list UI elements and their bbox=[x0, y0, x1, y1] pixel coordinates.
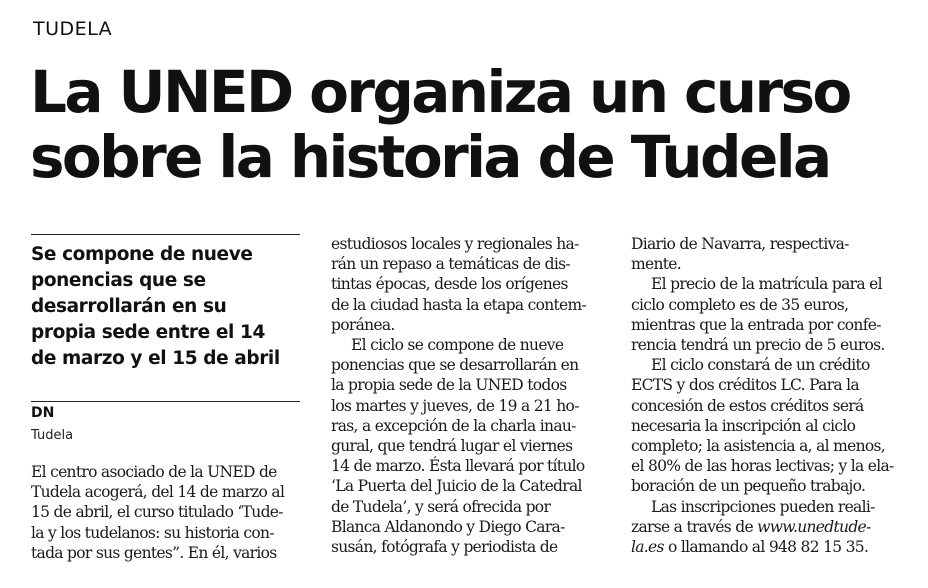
text-line: ras, a excepción de la charla inau- bbox=[331, 416, 576, 435]
website-link-part2: la.es bbox=[631, 538, 664, 557]
text-line: mente. bbox=[631, 255, 681, 274]
text-line: Blanca Aldanondo y Diego Cara- bbox=[331, 517, 565, 536]
text-line: El precio de la matrícula para el bbox=[651, 275, 882, 294]
text-line: Diario de Navarra, respectiva- bbox=[631, 235, 849, 253]
dateline-place: Tudela bbox=[31, 428, 74, 443]
subhead-line: de marzo y el 15 de abril bbox=[31, 348, 280, 369]
text-line: la y los tudelanos: su historia con- bbox=[31, 523, 274, 542]
text-line: rencia tendrá un precio de 5 euros. bbox=[631, 336, 885, 355]
text-line: ‘La Puerta del Juicio de la Catedral bbox=[331, 477, 582, 496]
text-line: los martes y jueves, de 19 a 21 ho- bbox=[331, 396, 579, 415]
headline-line: sobre la historia de Tudela bbox=[30, 123, 830, 191]
article-column-2 bbox=[331, 234, 606, 557]
text-line: concesión de estos créditos será bbox=[631, 396, 864, 415]
text-line: estudiosos locales y regionales ha- bbox=[331, 235, 579, 253]
text-line: gural, que tendrá lugar el viernes bbox=[331, 437, 573, 456]
text-line: la propia sede de la UNED todos bbox=[331, 376, 567, 395]
text-line: 14 de marzo. Ésta llevará por título bbox=[331, 457, 585, 476]
subhead-top-rule bbox=[31, 234, 300, 235]
subheadline bbox=[31, 242, 303, 372]
article-column-3 bbox=[631, 234, 906, 557]
text-fragment: zarse a través de bbox=[631, 517, 758, 536]
article-column-1 bbox=[31, 462, 303, 563]
website-link-part1: www.unedtude- bbox=[757, 517, 871, 536]
text-line bbox=[631, 517, 906, 537]
headline bbox=[30, 60, 910, 190]
text-line: El ciclo constará de un crédito bbox=[651, 356, 870, 375]
text-line: Tudela acogerá, del 14 de marzo al bbox=[31, 483, 285, 502]
subhead-line: desarrollarán en su bbox=[31, 296, 227, 317]
byline-rule bbox=[31, 401, 300, 402]
text-line: necesaria la inscripción al ciclo bbox=[631, 416, 856, 435]
text-line: tada por sus gentes”. En él, varios bbox=[31, 543, 277, 562]
text-line: ponencias que se desarrollarán en bbox=[331, 356, 579, 375]
headline-line: La UNED organiza un curso bbox=[30, 58, 850, 126]
text-line: 15 de abril, el curso titulado ‘Tude- bbox=[31, 503, 283, 522]
text-line: ciclo completo es de 35 euros, bbox=[631, 295, 849, 314]
text-line: El ciclo se compone de nueve bbox=[351, 336, 564, 355]
text-line: el 80% de las horas lectivas; y la ela- bbox=[631, 457, 894, 476]
text-line: poránea. bbox=[331, 315, 395, 334]
text-line: Las inscripciones pueden reali- bbox=[651, 497, 875, 516]
text-line: tintas épocas, desde los orígenes bbox=[331, 275, 568, 294]
text-line bbox=[631, 537, 906, 557]
text-line: susán, fotógrafa y periodista de bbox=[331, 538, 558, 557]
section-label: TUDELA bbox=[33, 18, 113, 40]
text-line: ECTS y dos créditos LC. Para la bbox=[631, 376, 859, 395]
text-line: mientras que la entrada por confe- bbox=[631, 315, 881, 334]
subhead-line: Se compone de nueve bbox=[31, 244, 253, 265]
text-line: El centro asociado de la UNED de bbox=[31, 463, 277, 481]
phone-text: o llamando al 948 82 15 35. bbox=[663, 538, 869, 557]
subhead-line: ponencias que se bbox=[31, 270, 206, 291]
text-line: de Tudela’, y será ofrecida por bbox=[331, 497, 551, 516]
text-line: rán un repaso a temáticas de dis- bbox=[331, 255, 570, 274]
text-line: de la ciudad hasta la etapa contem- bbox=[331, 295, 587, 314]
subhead-line: propia sede entre el 14 bbox=[31, 322, 265, 343]
text-line: completo; la asistencia a, al menos, bbox=[631, 437, 885, 456]
byline: DN bbox=[31, 405, 55, 421]
text-line: boración de un pequeño trabajo. bbox=[631, 477, 866, 496]
